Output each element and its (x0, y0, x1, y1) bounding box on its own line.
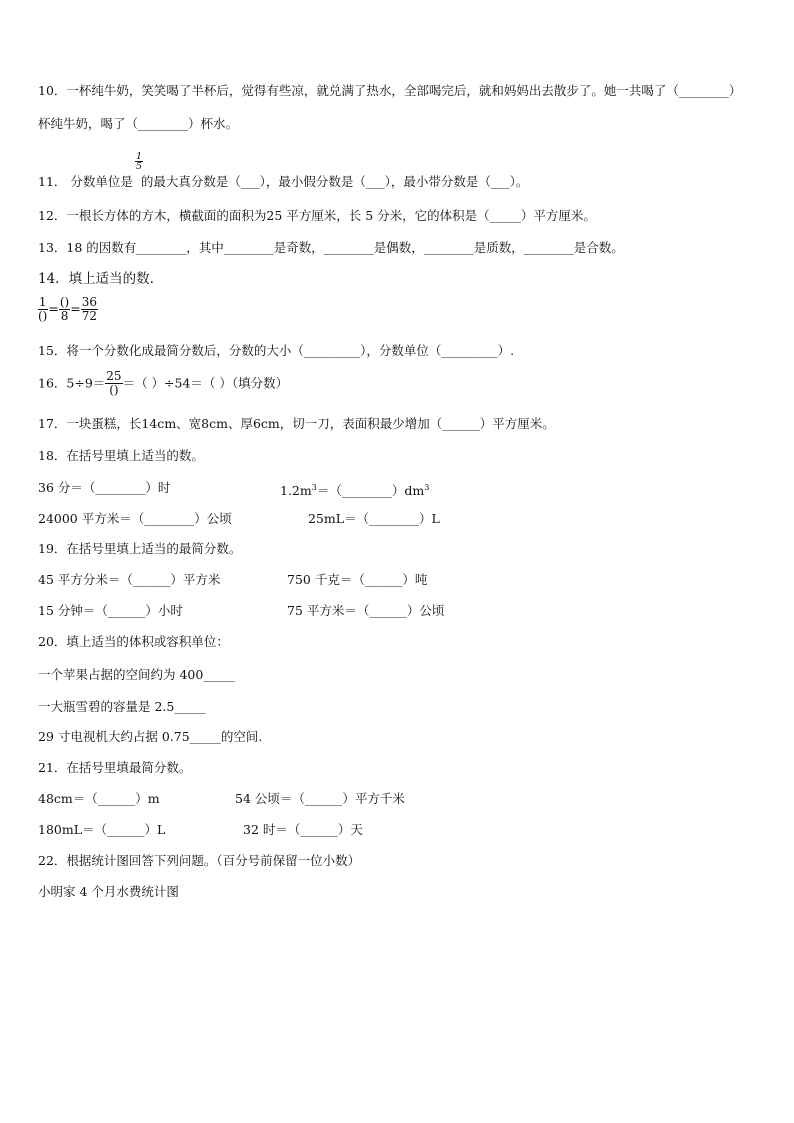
question-12: 12．一根长方体的方木，横截面的面积为25 平方厘米，长 5 分米，它的体积是（_____）平方厘米。 (38, 208, 596, 223)
question-21-title: 21．在括号里填最简分数。 (38, 760, 192, 775)
fraction-3-top: 36 (81, 295, 97, 309)
question-10-line-1: 10．一杯纯牛奶，笑笑喝了半杯后，觉得有些凉，就兑满了热水，全部喝完后，就和妈妈出去散步了。她一共喝了（________） (38, 83, 742, 98)
question-20-line-3: 29 寸电视机大约占据 0.75_____的空间. (38, 729, 263, 744)
question-20-line-2: 一大瓶雪碧的容量是 2.5_____ (38, 699, 206, 714)
question-14-title: 14．填上适当的数. (38, 271, 154, 287)
question-21-row1-left: 48cm＝（______）m (38, 791, 160, 806)
question-11-text-b: 的最大真分数是（___），最小假分数是（___），最小带分数是（___）。 (140, 174, 529, 189)
question-11-unit-fraction (135, 152, 143, 171)
q18-r1b-sup: 3 (311, 483, 317, 492)
fraction-2 (59, 296, 70, 323)
equals-2: = (70, 301, 81, 316)
question-18-row2-left: 24000 平方米＝（________）公顷 (38, 511, 232, 526)
question-13: 13．18 的因数有________，其中________是奇数，________是偶数，________是质数，________是合数。 (38, 240, 624, 255)
question-17: 17．一块蛋糕，长14cm、宽8cm、厚6cm，切一刀，表面积最少增加（______）平方厘米。 (38, 416, 555, 431)
fraction-1 (37, 296, 48, 323)
equals-1: = (48, 301, 59, 316)
question-16 (38, 370, 288, 397)
question-20-title: 20．填上适当的体积或容积单位： (38, 634, 229, 649)
q18-r1b-mid: ＝（________）dm (316, 483, 425, 499)
fraction-2-bottom: 8 (60, 309, 69, 323)
question-20-line-1: 一个苹果占据的空间约为 400_____ (38, 667, 235, 682)
question-18-row1-right (280, 480, 429, 499)
fraction-1-top: 1 (38, 295, 47, 309)
question-18-row2-right: 25mL＝（________）L (308, 511, 440, 526)
fraction-3 (81, 296, 98, 323)
question-19-row1-right: 750 千克＝（______）吨 (287, 572, 428, 587)
question-16-text-a: 16．5÷9＝ (38, 375, 106, 391)
question-22-title: 22．根据统计图回答下列问题。（百分号前保留一位小数） (38, 853, 361, 868)
question-11 (38, 174, 528, 190)
fraction-denominator: 5 (136, 161, 143, 172)
question-14-fractions (37, 296, 98, 323)
fraction-numerator: 1 (136, 151, 143, 162)
question-21-row2-left: 180mL＝（______）L (38, 822, 166, 837)
question-18-title: 18．在括号里填上适当的数。 (38, 448, 204, 463)
question-19-row1-left: 45 平方分米＝（______）平方米 (38, 572, 221, 587)
question-11-text-a: 11． 分数单位是 (38, 174, 133, 189)
question-16-text-b: ＝（ ）÷54＝（ ）（填分数） (122, 375, 289, 391)
question-16-fraction (105, 370, 122, 397)
question-16-fraction-top: 25 (106, 369, 122, 383)
question-19-title: 19．在括号里填上适当的最简分数。 (38, 541, 242, 556)
question-16-fraction-bottom: () (109, 383, 119, 397)
fraction-1-bottom: () (38, 309, 48, 323)
q18-r1b-pre: 1.2m (280, 483, 312, 499)
question-19-row2-left: 15 分钟＝（______）小时 (38, 603, 183, 618)
fraction-2-top: () (59, 295, 70, 309)
question-19-row2-right: 75 平方米＝（______）公顷 (287, 603, 445, 618)
chart-caption: 小明家 4 个月水费统计图 (38, 884, 179, 899)
question-21-row2-right: 32 时＝（______）天 (243, 822, 363, 837)
question-18-row1-left: 36 分＝（________）时 (38, 480, 171, 495)
question-21-row1-right: 54 公顷＝（______）平方千米 (235, 791, 405, 806)
question-10-line-2: 杯纯牛奶，喝了（________）杯水。 (38, 116, 239, 131)
question-15: 15．将一个分数化成最简分数后，分数的大小（_________），分数单位（_________）. (38, 343, 515, 358)
fraction-3-bottom: 72 (81, 309, 97, 323)
q18-r1b-sup2: 3 (424, 483, 430, 492)
